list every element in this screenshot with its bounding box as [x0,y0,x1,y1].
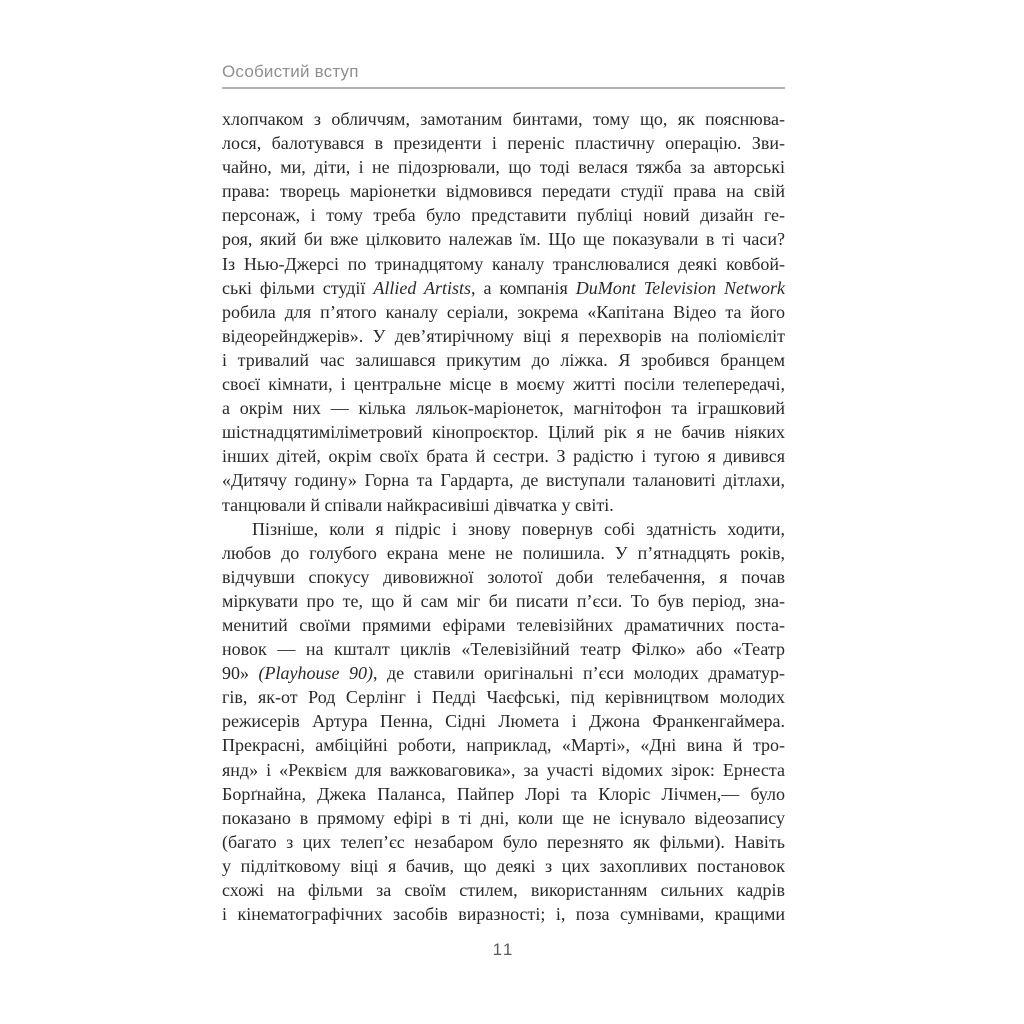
italic-text-segment: (Playhouse 90) [258,663,373,684]
text-line [222,203,785,227]
text-segment: , а компанія [470,277,576,298]
text-line [222,806,785,830]
text-segment: роя, який би вже цілковито належав їм. Що ще показували в ті часи? [222,229,785,250]
text-segment: персонаж, і тому треба було представити публіці новий дизайн ге- [222,205,785,226]
text-segment: «Дитячу годину» Горна та Гардарта, де виступали талановиті дітлахи, [222,470,785,491]
text-segment: , де ставили оригінальні п’єси молодих драматур- [372,663,785,684]
text-segment: ські фільми студії [222,277,374,298]
text-line [222,782,785,806]
text-line [222,131,785,155]
text-segment: янд» і «Реквієм для важковаговика», за участі відомих зірок: Ернеста [222,759,785,780]
text-segment: новок — на кшталт циклів «Телевізійний театр Філко» або «Театр [222,639,785,660]
text-line [222,637,785,661]
text-segment: гів, як-от Род Серлінг і Педді Чаєфські, під керівництвом молодих [222,687,785,708]
text-segment: чайно, ми, діти, і не підозрювали, що тоді велася тяжба за авторські [222,157,785,178]
text-line [222,517,785,541]
text-line [222,107,785,131]
text-line [222,155,785,179]
text-line [222,758,785,782]
text-segment: (багато з цих телеп’єс незабаром було перезнято як фільми). Навіть [222,831,785,852]
text-segment: шістнадцятиміліметровий кінопроєктор. Цілий рік я не бачив ніяких [222,422,785,443]
page-body [222,107,785,926]
text-segment: і тривалий час залишався прикутим до ліжка. Я зробився бранцем [222,349,785,370]
text-line [222,276,785,300]
text-segment: робила для п’ятого каналу серіали, зокрема «Капітана Відео та його [222,301,785,322]
text-line [222,468,785,492]
text-segment: права: творець маріонетки відмовився передати студії права на свій [222,181,785,202]
text-segment: інших дітей, окрім своїх брата й сестри. З радістю і тугою я дивився [222,446,785,467]
paragraph [222,517,785,927]
text-segment: режисерів Артура Пенна, Сідні Люмета і Джона Франкенгаймера. [222,711,785,732]
text-line [222,324,785,348]
text-line [222,493,785,517]
text-segment: показано в прямому ефірі в ті дні, коли ще не існувало відеозапису [222,807,785,828]
text-segment: відеорейнджерів». У дев’ятирічному віці я перехворів на поліомієліт [222,325,785,346]
text-segment: а окрім них — кілька ляльок-маріонеток, магнітофон та іграшковий [222,398,785,419]
running-header [222,62,785,89]
text-segment: у підлітковому віці я бачив, що деякі з цих захопливих постановок [222,855,785,876]
text-line [222,589,785,613]
text-line [222,300,785,324]
text-line [222,878,785,902]
running-header-title: Особистий вступ [222,62,359,81]
text-line [222,709,785,733]
italic-text-segment: Allied Artists [373,277,471,298]
header-rule [222,87,785,89]
text-segment: лося, балотувався в президенти і переніс пластичну операцію. Зви- [222,133,785,154]
text-line [222,252,785,276]
text-line [222,396,785,420]
text-segment: Прекрасні, амбіційні роботи, наприклад, «Марті», «Дні вина й тро- [222,735,785,756]
text-line [222,733,785,757]
text-segment: Борґнайна, Джека Паланса, Пайпер Лорі та Клоріс Лічмен,— було [222,783,785,804]
text-line [222,541,785,565]
text-line [222,685,785,709]
text-segment: відчувши спокусу дивовижної золотої доби телебачення, я почав [222,566,785,587]
italic-text-segment: DuMont Television Network [575,277,786,298]
text-segment: і кінематографічних засобів виразності; і, поза сумнівами, кращими [222,904,785,925]
text-segment: схожі на фільми за своїм стилем, використанням сильних кадрів [222,880,785,900]
text-segment: Із Нью-Джерсі по тринадцятому каналу транслювалися деякі ковбой- [222,253,785,274]
text-segment: Пізніше, коли я підріс і знову повернув собі здатність ходити, [252,518,785,539]
text-line [222,854,785,878]
text-line [222,179,785,203]
text-line [222,830,785,854]
text-line [222,444,785,468]
page-number: 11 [492,940,515,959]
text-line [222,565,785,589]
text-line [222,613,785,637]
text-line [222,902,785,926]
text-line [222,348,785,372]
text-line [222,420,785,444]
text-segment: танцювали й співали найкрасивіші дівчатка у світі. [222,494,614,515]
text-segment: менитий своїми прямими ефірами телевізійних драматичних поста- [222,614,785,635]
paragraph [222,107,785,517]
text-segment: своєї кімнати, і центральне місце в моєму житті посіли телепередачі, [222,374,785,395]
text-line [222,227,785,251]
text-line [222,372,785,396]
text-line [222,661,785,685]
text-segment: любов до голубого екрана мене не полишила. У п’ятнадцять років, [222,542,785,563]
text-segment: 90» [222,663,259,684]
text-segment: хлопчаком з обличчям, замотаним бинтами, тому що, як пояснюва- [222,109,785,129]
text-segment: міркувати про те, що й сам міг би писати п’єси. То був період, зна- [222,590,785,611]
